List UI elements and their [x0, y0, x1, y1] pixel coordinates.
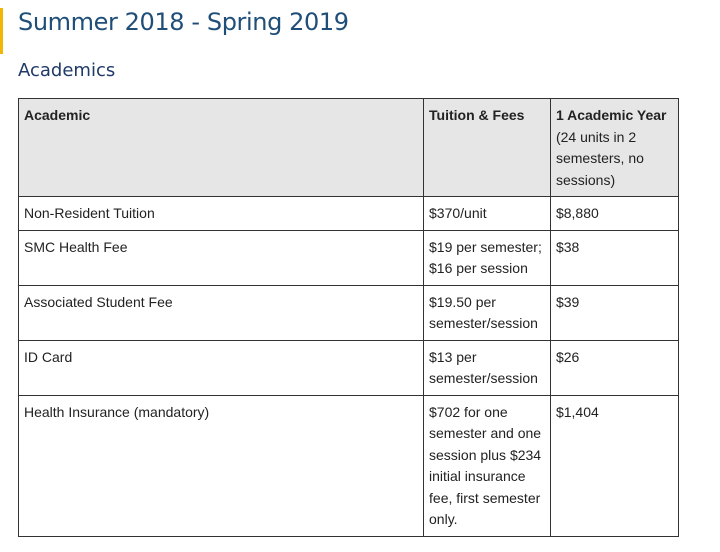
cell-year: $8,880 — [550, 197, 678, 231]
cell-item: SMC Health Fee — [19, 230, 424, 285]
column-header-label: Academic — [24, 107, 91, 123]
cell-item: Non-Resident Tuition — [19, 197, 424, 231]
table-header-row — [19, 99, 679, 197]
table-row — [19, 340, 679, 395]
section-title: Academics — [18, 60, 116, 81]
column-header-note: (24 units in 2 semesters, no sessions) — [555, 128, 644, 188]
column-header-label: Tuition & Fees — [429, 107, 525, 123]
page-title: Summer 2018 - Spring 2019 — [18, 8, 349, 36]
table-row — [19, 230, 679, 285]
cell-year: $1,404 — [550, 395, 678, 536]
cell-item: ID Card — [19, 340, 424, 395]
column-header-tuition-fees — [424, 99, 551, 197]
cell-item: Associated Student Fee — [19, 285, 424, 340]
table-row — [19, 197, 679, 231]
cell-year: $39 — [550, 285, 678, 340]
table-row — [19, 395, 679, 536]
cell-fees: $19.50 per semester/session — [424, 285, 551, 340]
cell-year: $38 — [550, 230, 678, 285]
cell-year: $26 — [550, 340, 678, 395]
column-header-academic-year — [550, 99, 678, 197]
cell-fees: $19 per semester; $16 per session — [424, 230, 551, 285]
column-header-label: 1 Academic Year — [555, 107, 667, 123]
cell-item: Health Insurance (mandatory) — [19, 395, 424, 536]
cell-fees: $370/unit — [424, 197, 551, 231]
table-row — [19, 285, 679, 340]
cell-fees: $13 per semester/session — [424, 340, 551, 395]
column-header-academic — [19, 99, 424, 197]
title-accent-bar — [0, 8, 3, 54]
fees-table — [18, 98, 679, 537]
cell-fees: $702 for one semester and one session plus $234 initial insurance fee, first semester only. — [424, 395, 551, 536]
